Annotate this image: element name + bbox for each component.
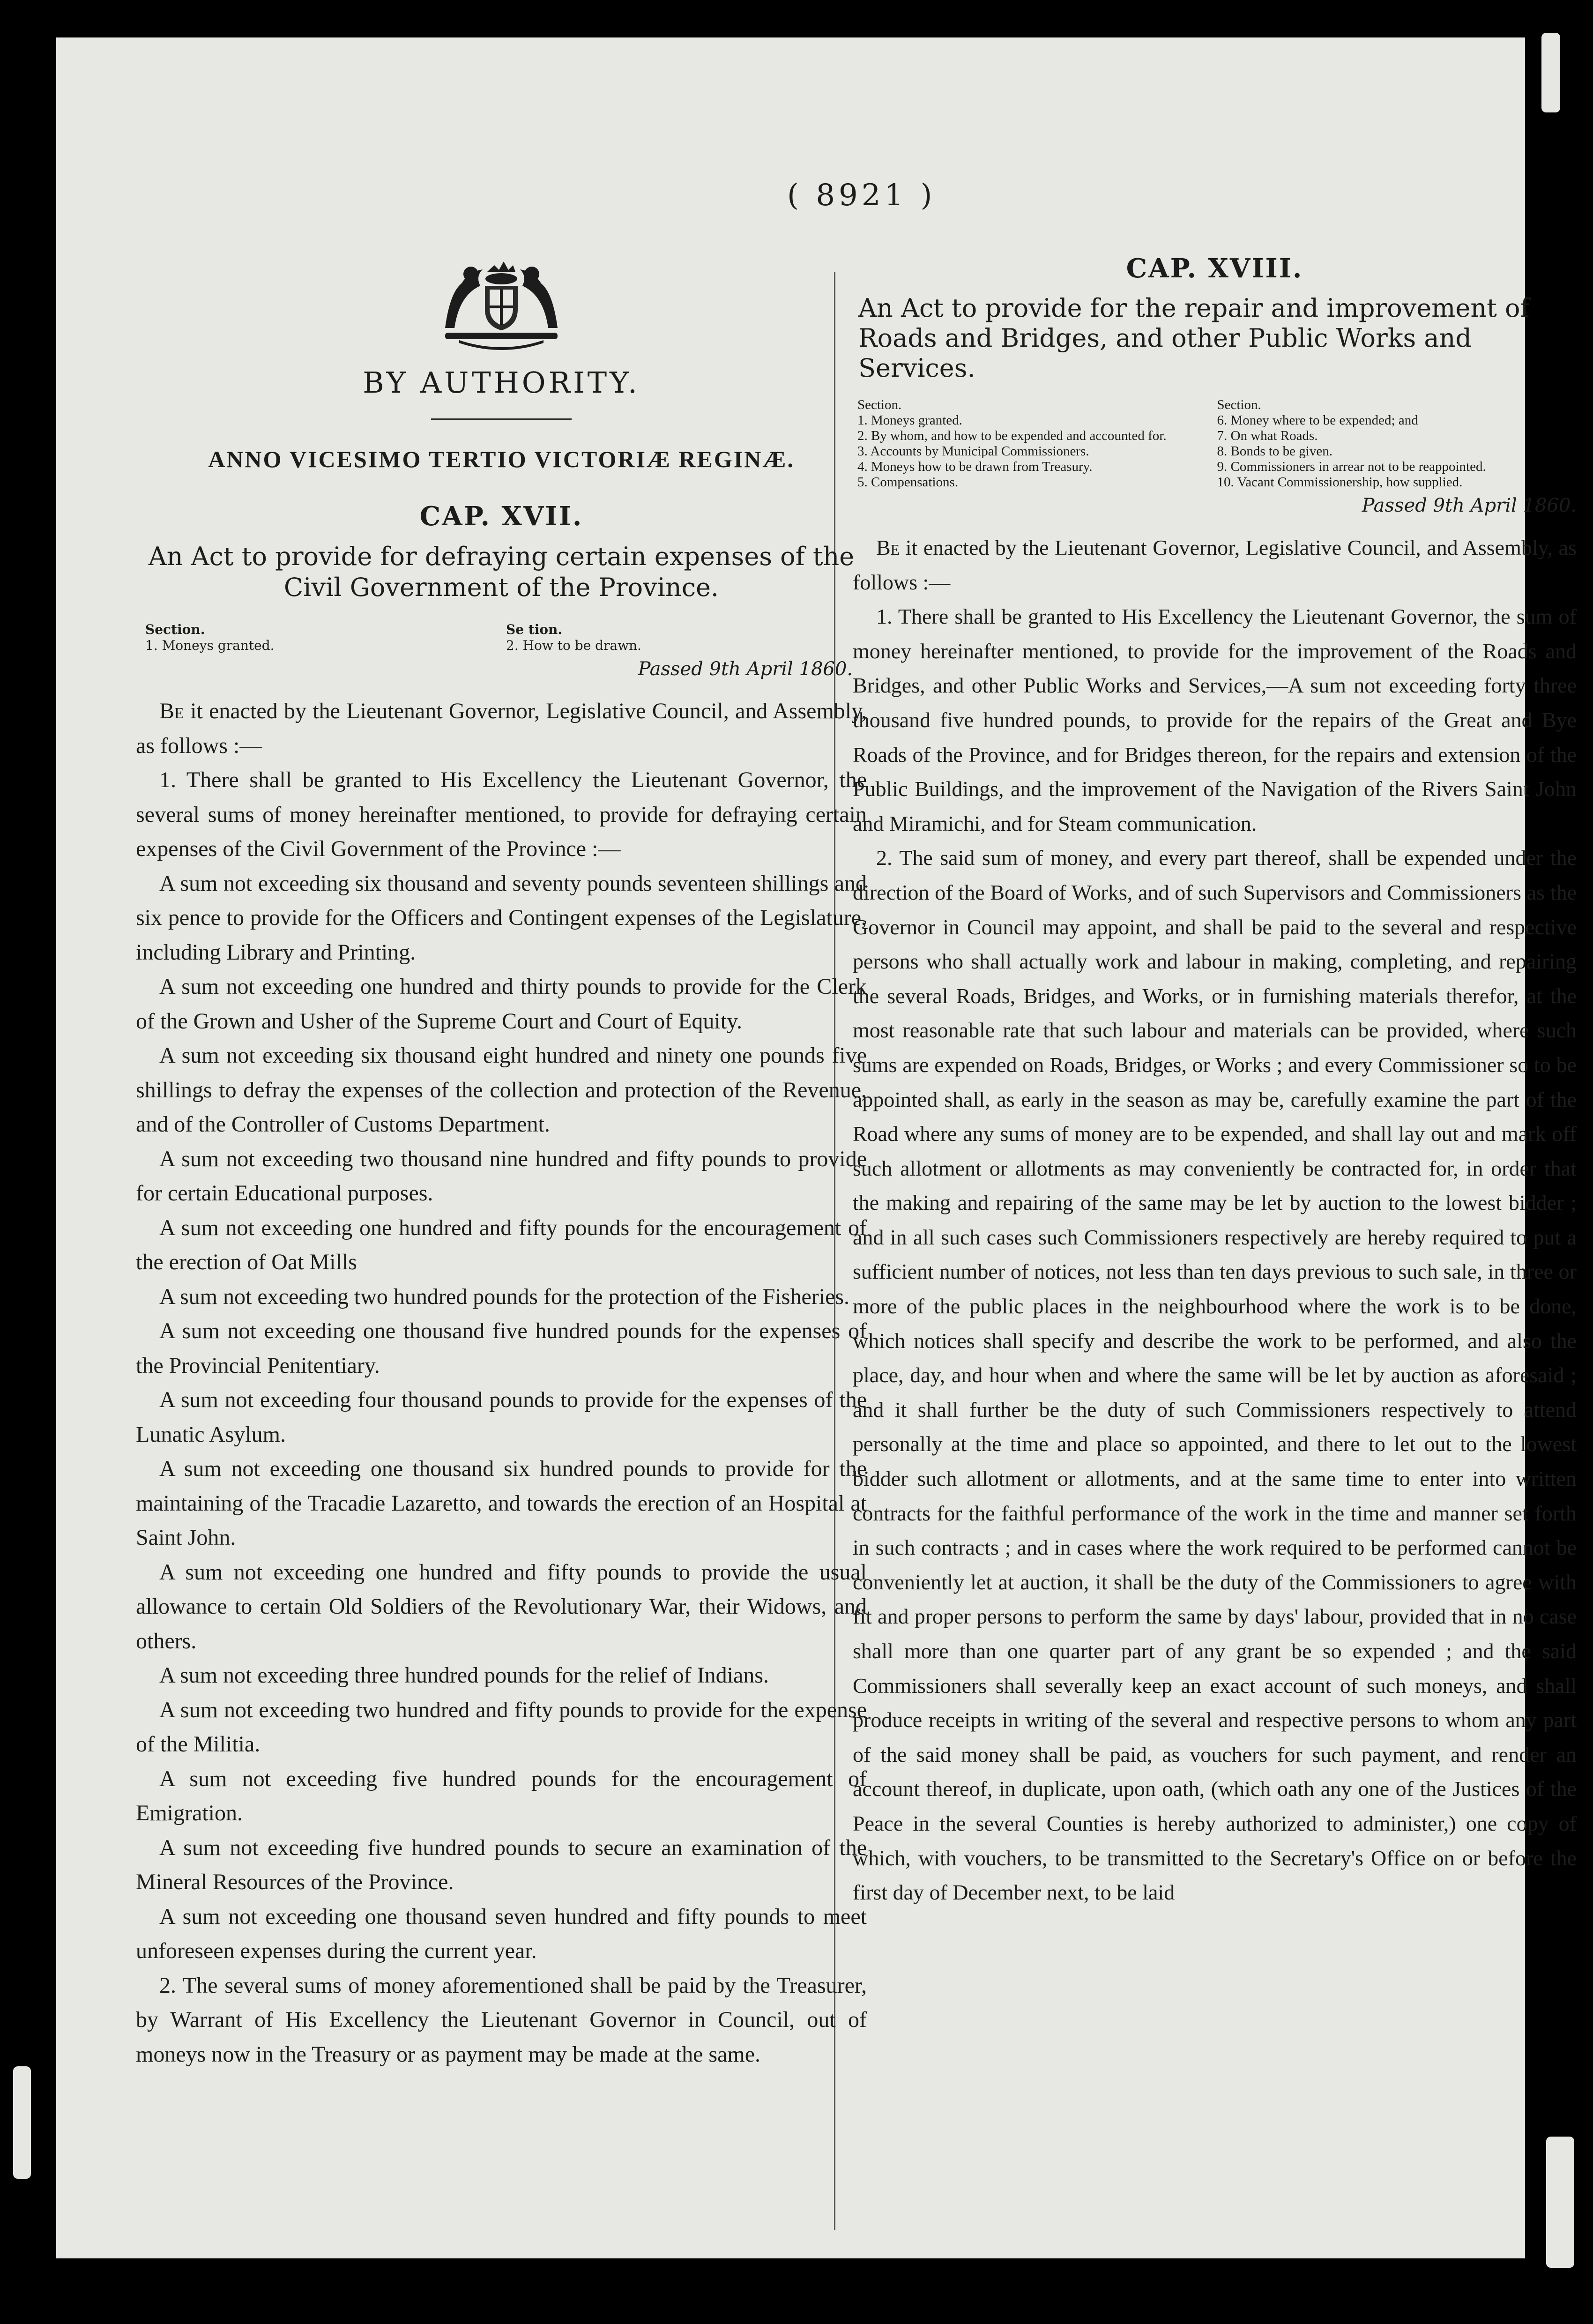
section-index-entry: 2. How to be drawn. <box>506 638 642 653</box>
section-index-entry: 10. Vacant Commissionership, how supplied. <box>1217 475 1463 490</box>
act-paragraph: A sum not exceeding three hundred pounds for the relief of Indians. <box>159 1663 769 1688</box>
enacting-clause-opening: Be <box>159 699 184 723</box>
act-title-xvii: An Act to provide for defraying certain expenses of the Civil Government of the Province. <box>148 542 855 602</box>
section-index-entry: 4. Moneys how to be drawn from Treasury. <box>857 459 1093 474</box>
page-number: ( 8921 ) <box>787 178 936 213</box>
act-paragraph: A sum not exceeding six thousand eight hundred and ninety one pounds five shillings to defray the expenses of the collection and protection of the Revenue, and of the Controller of Customs Department. <box>136 1043 867 1137</box>
section-index-xviii <box>853 397 1577 490</box>
act-paragraph: A sum not exceeding four thousand pounds to provide for the expenses of the Lunatic Asylum. <box>136 1387 867 1447</box>
section-index-xvii <box>136 622 867 654</box>
act-paragraph: 2. The said sum of money, and every part thereof, shall be expended under the direction of the Board of Works, and of such Supervisors and Commissioners as the Governor in Council may appoint, and shall be paid to the several and respective persons who shall actually work and labour in making, completing, and repairing the several Roads, Bridges, and Works, or in furnishing materials therefor, at the most reasonable rate that such labour and materials can be provided, where such sums are expended on Roads, Bridges, or Works ; and every Commissioner so to be appointed shall, as early in the season as may be, carefully examine the part of the Road where any sums of money are to be expended, and shall lay out and mark off such allotment or allotments as may conveniently be contracted for, in order that the making and repairing of the same may be let by auction to the lowest bidder ; and in all such cases such Commissioners respectively are hereby required to put a sufficient number of notices, not less than ten days previous to such sale, in three or more of the public places in the neighbourhood where the work is to be done, which notices shall specify and describe the work to be performed, and also the place, day, and hour when and where the same will be let by auction as aforesaid ; and it shall further be the duty of such Commissioners respectively to attend personally at the time and place so appointed, and there to let out to the lowest bidder such allotment or allotments, and at the same time to enter into written contracts for the faithful performance of the work in the time and manner set forth in such contracts ; and in cases where the work required to be performed cannot be conveniently let at auction, it shall be the duty of the Commissioners to agree with fit and proper persons to perform the same by days' labour, provided that in no case shall more than one quarter part of any grant be so expended ; and the said Commissioners shall severally keep an exact account of such moneys, and shall produce receipts in writing of the several and respective persons to whom any part of the said money shall be paid, as vouchers for such payment, and render an account thereof, in duplicate, upon oath, (which oath any one of the Justices of the Peace in the several Counties is hereby authorized to administer,) one copy of which, with vouchers, to be transmitted to the Secretary's Office on or before the first day of December next, to be laid <box>853 846 1577 1905</box>
chapter-heading-xvii: CAP. XVII. <box>419 501 583 532</box>
left-paragraphs <box>136 763 867 2071</box>
section-index-column <box>1217 397 1577 490</box>
scan-edge-mark-bottom-right <box>1546 2137 1574 2268</box>
enacting-clause-text: it enacted by the Lieutenant Governor, Legislative Council, and Assembly, as follows :— <box>136 699 867 758</box>
act-paragraph: A sum not exceeding one hundred and fifty pounds to provide the usual allowance to certain Old Soldiers of the Revolutionary War, their Widows, and others. <box>136 1559 867 1654</box>
enacting-clause <box>853 530 1577 599</box>
enacting-clause-opening: Be <box>876 536 900 559</box>
document-page <box>56 37 1577 2258</box>
chapter-heading-xviii: CAP. XVIII. <box>1126 253 1303 284</box>
by-authority-heading: BY AUTHORITY. <box>363 365 640 400</box>
section-index-entry: 5. Compensations. <box>857 475 959 490</box>
regnal-year-heading: ANNO VICESIMO TERTIO VICTORIÆ REGINÆ. <box>208 446 795 472</box>
right-column <box>853 253 1577 1910</box>
act-paragraph: A sum not exceeding one thousand six hundred pounds to provide for the maintaining of the Tracadie Lazaretto, and towards the erection of an Hospital at Saint John. <box>136 1456 867 1550</box>
section-index-head: Section. <box>1217 397 1261 412</box>
act-paragraph: A sum not exceeding six thousand and seventy pounds seventeen shillings and six pence to provide for the Officers and Contingent expenses of the Legislature, including Library and Printing. <box>136 871 867 965</box>
section-index-column <box>506 622 867 654</box>
section-index-head: Section. <box>145 622 205 637</box>
act-paragraph: A sum not exceeding five hundred pounds to secure an examination of the Mineral Resources of the Province. <box>136 1835 867 1894</box>
section-index-head: Section. <box>857 397 902 412</box>
act-paragraph: A sum not exceeding one thousand five hundred pounds for the expenses of the Provincial Penitentiary. <box>136 1318 867 1378</box>
section-index-entry: 3. Accounts by Municipal Commissioners. <box>857 444 1089 459</box>
scan-edge-mark-bottom-left <box>13 2066 31 2179</box>
left-column <box>136 253 867 2071</box>
section-index-column <box>145 622 506 654</box>
section-index-entry: 1. Moneys granted. <box>857 413 962 428</box>
enacting-clause-text: it enacted by the Lieutenant Governor, Legislative Council, and Assembly, as follows :— <box>853 536 1577 594</box>
section-index-entry: 1. Moneys granted. <box>145 638 275 653</box>
act-paragraph: A sum not exceeding one hundred and thirty pounds to provide for the Clerk of the Grown and Usher of the Supreme Court and Court of Equity. <box>136 974 867 1034</box>
act-paragraph: A sum not exceeding two thousand nine hundred and fifty pounds to provide for certain Educational purposes. <box>136 1146 867 1206</box>
act-paragraph: A sum not exceeding two hundred pounds for the protection of the Fisheries. <box>159 1284 850 1309</box>
right-paragraphs <box>853 599 1577 1910</box>
section-index-entry: 7. On what Roads. <box>1217 428 1318 443</box>
act-paragraph: 1. There shall be granted to His Excellency the Lieutenant Governor, the sum of money hereinafter mentioned, to provide for the improvement of the Roads and Bridges, and other Public Works and Services,—A sum not exceeding forty three thousand five hundred pounds, to provide for the repairs of the Great and Bye Roads of the Province, and for Bridges thereon, for the repairs and extension of the Public Buildings, and the improvement of the Navigation of the Rivers Saint John and Miramichi, and for Steam communication. <box>853 604 1577 835</box>
section-index-entry: 6. Money where to be expended; and <box>1217 413 1418 428</box>
enacting-clause <box>136 694 867 763</box>
act-paragraph: A sum not exceeding five hundred pounds for the encouragement of Emigration. <box>136 1766 867 1825</box>
section-index-entry: 2. By whom, and how to be expended and accounted for. <box>857 428 1167 443</box>
section-index-head: Se tion. <box>506 622 563 637</box>
scan-edge-mark-top-right <box>1541 33 1560 112</box>
passed-date-xviii: Passed 9th April 1860. <box>1362 495 1577 516</box>
act-paragraph: A sum not exceeding one hundred and fifty pounds for the encouragement of the erection of Oat Mills <box>136 1215 867 1274</box>
passed-date-xvii: Passed 9th April 1860. <box>638 658 853 680</box>
section-index-entry: 9. Commissioners in arrear not to be reappointed. <box>1217 459 1486 474</box>
act-paragraph: A sum not exceeding two hundred and fifty pounds to provide for the expense of the Militia. <box>136 1697 867 1757</box>
heading-rule <box>431 418 572 420</box>
act-title-xviii: An Act to provide for the repair and improvement of Roads and Bridges, and other Public Works and Services. <box>858 293 1530 383</box>
section-index-entry: 8. Bonds to be given. <box>1217 444 1332 459</box>
act-paragraph: A sum not exceeding one thousand seven hundred and fifty pounds to meet unforeseen expenses during the current year. <box>136 1904 867 1963</box>
section-index-column <box>857 397 1217 490</box>
act-paragraph: 2. The several sums of money aforementioned shall be paid by the Treasurer, by Warrant of His Excellency the Lieutenant Governor in Council, out of moneys now in the Treasury or as payment may be made at the same. <box>136 1973 867 2067</box>
royal-coat-of-arms-icon <box>426 253 576 347</box>
act-paragraph: 1. There shall be granted to His Excellency the Lieutenant Governor, the several sums of money hereinafter mentioned, to provide for defraying certain expenses of the Civil Government of the Province :— <box>136 767 867 861</box>
